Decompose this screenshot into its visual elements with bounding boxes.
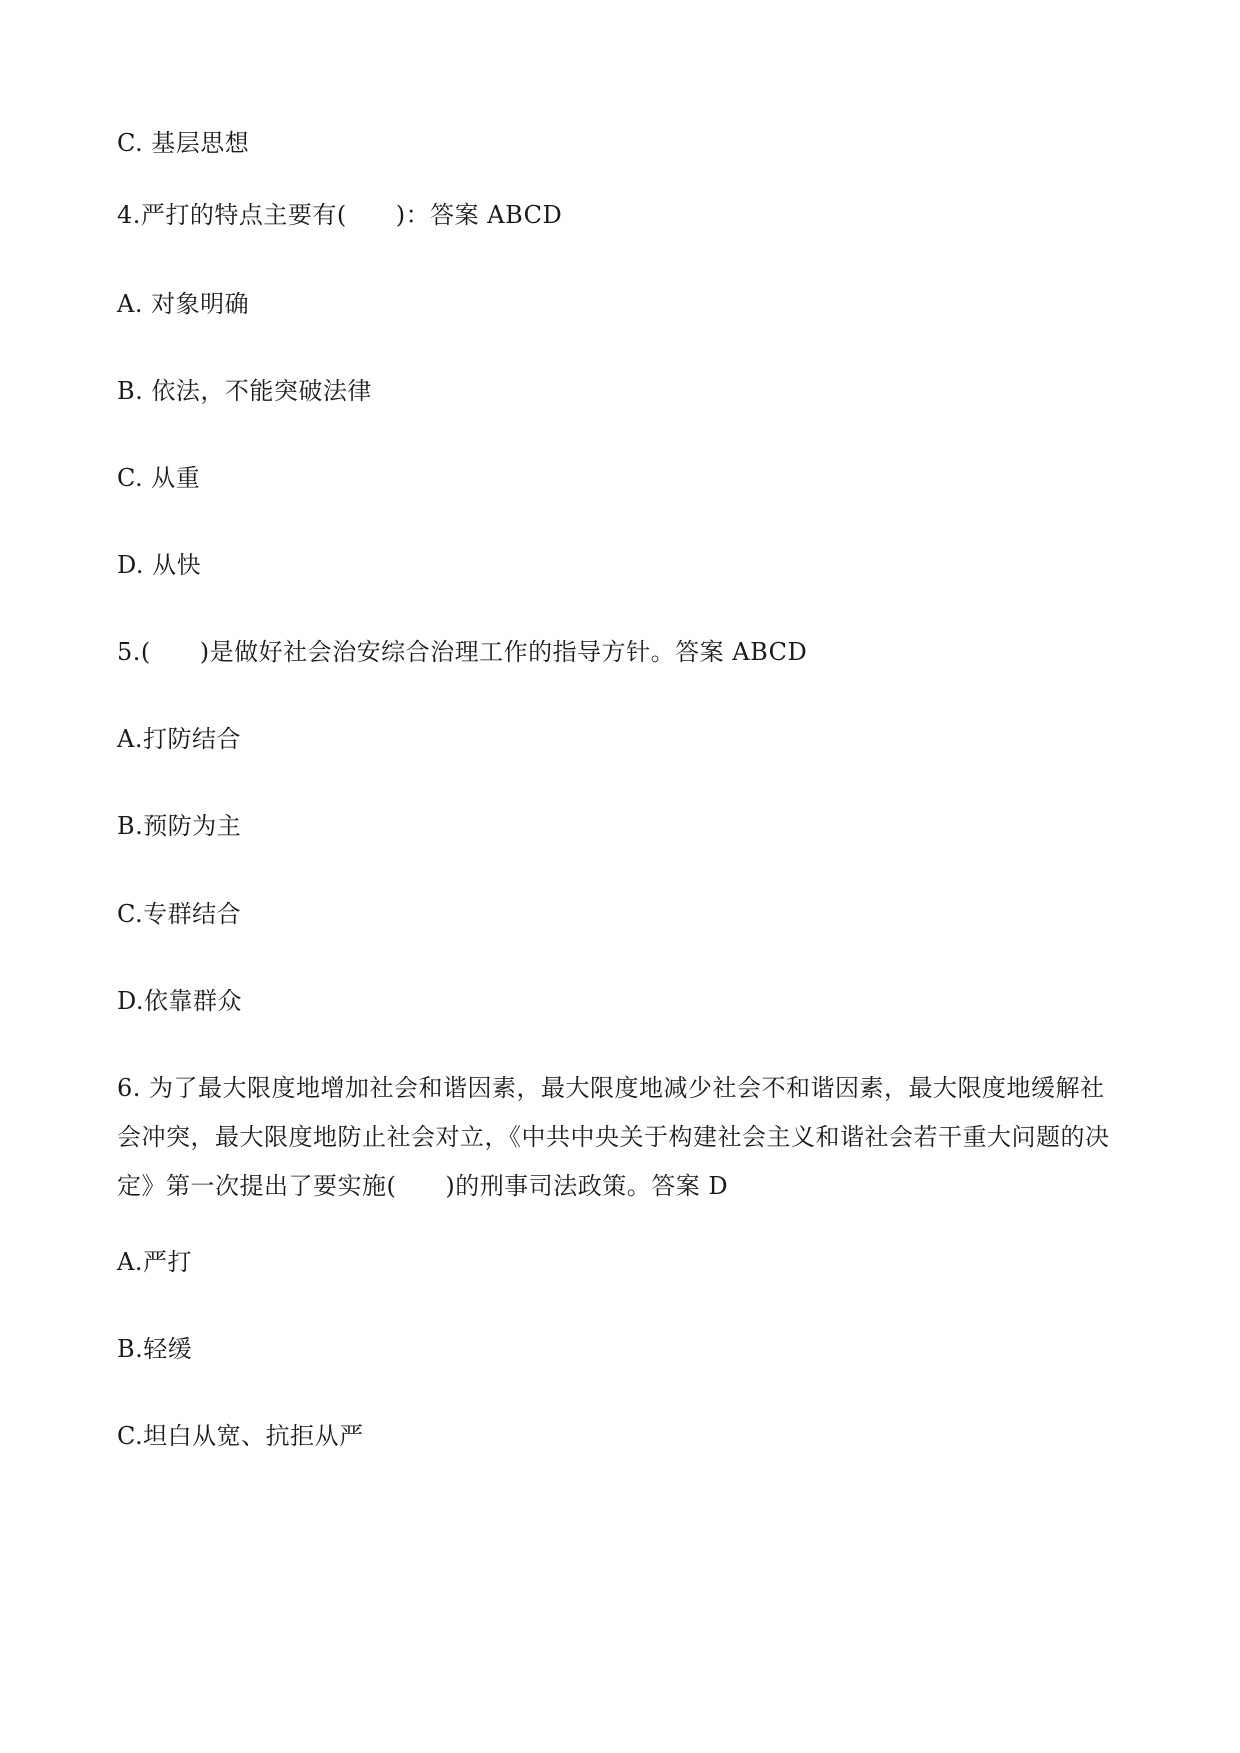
q6-option-a: A.严打: [117, 1248, 192, 1276]
q4-question: 4.严打的特点主要有( )：答案 ABCD: [117, 201, 563, 229]
q4-option-a: A. 对象明确: [117, 290, 250, 318]
q5-option-a: A.打防结合: [117, 725, 241, 753]
q6-question-line-1: 6. 为了最大限度地增加社会和谐因素，最大限度地减少社会不和谐因素，最大限度地缓解社: [117, 1074, 1105, 1102]
q6-question-line-2: 会冲突，最大限度地防止社会对立，《中共中央关于构建社会主义和谐社会若干重大问题的决: [117, 1123, 1110, 1151]
q5-option-d: D.依靠群众: [117, 987, 243, 1015]
q6-option-b: B.轻缓: [117, 1335, 193, 1363]
q6-question-line-3: 定》第一次提出了要实施( )的刑事司法政策。答案 D: [117, 1172, 729, 1200]
q4-option-d: D. 从快: [117, 551, 202, 579]
q5-option-b: B.预防为主: [117, 812, 242, 840]
q5-question: 5.( )是做好社会治安综合治理工作的指导方针。答案 ABCD: [117, 638, 808, 666]
q6-question: [117, 1064, 1127, 1211]
q4-option-c: C. 从重: [117, 464, 201, 492]
q4-option-b: B. 依法，不能突破法律: [117, 377, 372, 405]
q6-option-c: C.坦白从宽、抗拒从严: [117, 1422, 364, 1450]
q5-option-c: C.专群结合: [117, 900, 242, 928]
q3-option-c: C. 基层思想: [117, 129, 250, 157]
